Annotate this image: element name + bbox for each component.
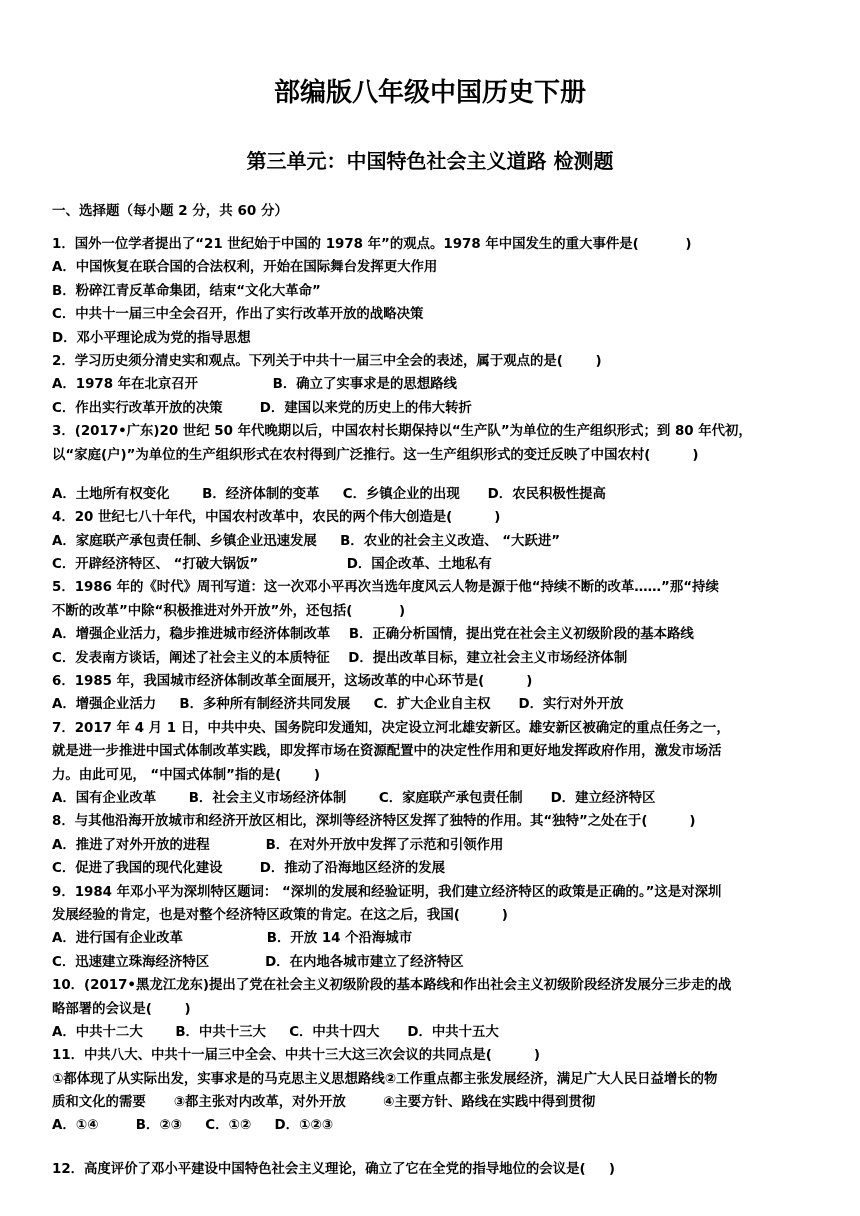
question-line: 3．(2017•广东)20 世纪 50 年代晚期以后，中国农村长期保持以“生产队”为单位的生产组织形式；到 80 年代初， xyxy=(52,424,752,440)
question-line: A．中国恢复在联合国的合法权利，开始在国际舞台发挥更大作用 xyxy=(52,260,438,276)
question-line: 力。由此可见， “中国式体制”指的是( ) xyxy=(52,767,320,783)
question-line: 1．国外一位学者提出了“21 世纪始于中国的 1978 年”的观点。1978 年中国发生的重大事件是( ) xyxy=(52,237,692,252)
question-line: 略部署的会议是( ) xyxy=(52,1001,191,1017)
question-line: A．推进了对外开放的进程 B．在对外开放中发挥了示范和引领作用 xyxy=(52,837,504,853)
question-line: 6．1985 年，我国城市经济体制改革全面展开，这场改革的中心环节是( ) xyxy=(52,674,533,690)
question-block xyxy=(52,1158,812,1181)
question-line: 7．2017 年 4 月 1 日，中共中央、国务院印发通知，决定设立河北雄安新区。雄安新区被确定的重点任务之一， xyxy=(52,720,730,736)
question-line: B．粉碎江青反革命集团，结束“文化大革命” xyxy=(52,283,321,299)
question-line: A．1978 年在北京召开 B．确立了实事求是的思想路线 xyxy=(52,377,457,393)
spacer xyxy=(52,1138,812,1158)
question-line: 不断的改革”中除“积极推进对外开放”外，还包括( ) xyxy=(52,603,406,619)
question-line: C．促进了我国的现代化建设 D．推动了沿海地区经济的发展 xyxy=(52,861,446,877)
question-line: 4．20 世纪七八十年代，中国农村改革中，农民的两个伟大创造是( ) xyxy=(52,510,501,526)
question-line: 12．高度评价了邓小平建设中国特色社会主义理论，确立了它在全党的指导地位的会议是( ) xyxy=(52,1161,616,1177)
question-line: ①都体现了从实际出发，实事求是的马克思主义思想路线②工作重点都主张发展经济，满足广大人民日益增长的物 xyxy=(52,1071,718,1087)
question-line: 2．学习历史须分清史实和观点。下列关于中共十一届三中全会的表述，属于观点的是( ) xyxy=(52,353,602,369)
question-line: A．增强企业活力 B．多种所有制经济共同发展 C．扩大企业自主权 D．实行对外开放 xyxy=(52,697,624,713)
question-block xyxy=(52,810,812,880)
question-block xyxy=(52,974,812,1044)
spacer xyxy=(52,467,812,483)
question-line: A．进行国有企业改革 B．开放 14 个沿海城市 xyxy=(52,931,413,947)
question-line: C．开辟经济特区、 “打破大锅饭” D．国企改革、土地私有 xyxy=(52,557,492,573)
question-block xyxy=(52,1044,812,1138)
question-line: 发展经验的肯定，也是对整个经济特区政策的肯定。在这之后，我国( ) xyxy=(52,907,508,923)
question-line: C．作出实行改革开放的决策 D．建国以来党的历史上的伟大转折 xyxy=(52,400,472,416)
question-line: D．邓小平理论成为党的指导思想 xyxy=(52,330,251,346)
question-block xyxy=(52,233,812,350)
question-line: A．中共十二大 B．中共十三大 C．中共十四大 D．中共十五大 xyxy=(52,1024,499,1040)
section-heading: 一、选择题（每小题 2 分，共 60 分） xyxy=(52,203,288,219)
question-block xyxy=(52,350,812,420)
question-line: C．迅速建立珠海经济特区 D．在内地各城市建立了经济特区 xyxy=(52,954,464,970)
question-line: 质和文化的需要 ③都主张对内改革，对外开放 ④主要方针、路线在实践中得到贯彻 xyxy=(52,1095,596,1111)
question-block xyxy=(52,420,812,467)
question-list xyxy=(52,233,812,1181)
question-line: A．①④ B．②③ C．①② D．①②③ xyxy=(52,1118,334,1134)
question-block xyxy=(52,506,812,576)
question-line: 9．1984 年邓小平为深圳特区题词： “深圳的发展和经验证明，我们建立经济特区的政策是正确的。”这是对深圳 xyxy=(52,884,722,900)
question-block xyxy=(52,670,812,717)
question-block xyxy=(52,576,812,670)
document-title: 部编版八年级中国历史下册 xyxy=(273,78,586,108)
question-line: A．增强企业活力，稳步推进城市经济体制改革 B．正确分析国情，提出党在社会主义初级阶段的基本路线 xyxy=(52,627,694,643)
question-line: 10．(2017•黑龙江龙东)提出了党在社会主义初级阶段的基本路线和作出社会主义初级阶段经济发展分三步走的战 xyxy=(52,978,732,994)
question-line: A．家庭联产承包责任制、乡镇企业迅速发展 B．农业的社会主义改造、 “大跃进” xyxy=(52,533,561,549)
question-line: C．发表南方谈话，阐述了社会主义的本质特征 D．提出改革目标，建立社会主义市场经济体制 xyxy=(52,650,628,666)
question-line: 5．1986 年的《时代》周刊写道：这一次邓小平再次当选年度风云人物是源于他“持续不断的改革……”那“持续 xyxy=(52,580,719,596)
question-line: 就是进一步推进中国式体制改革实践，即发挥市场在资源配置中的决定性作用和更好地发挥政府作用，激发市场活 xyxy=(52,744,722,760)
question-line: A．国有企业改革 B．社会主义市场经济体制 C．家庭联产承包责任制 D．建立经济特区 xyxy=(52,790,656,806)
question-line: 8．与其他沿海开放城市和经济开放区相比，深圳等经济特区发挥了独特的作用。其“独特”之处在于( ) xyxy=(52,814,696,830)
question-line: A．土地所有权变化 B．经济体制的变革 C．乡镇企业的出现 D．农民积极性提高 xyxy=(52,486,606,502)
question-block xyxy=(52,717,812,811)
question-line: 11．中共八大、中共十一届三中全会、中共十三大这三次会议的共同点是( ) xyxy=(52,1048,540,1064)
question-block xyxy=(52,483,812,506)
document-subtitle: 第三单元：中国特色社会主义道路 检测题 xyxy=(246,149,614,173)
question-block xyxy=(52,881,812,975)
question-line: 以“家庭(户)”为单位的生产组织形式在农村得到广泛推行。这一生产组织形式的变迁反映了中国农村( ) xyxy=(52,447,699,463)
question-line: C．中共十一届三中全会召开，作出了实行改革开放的战略决策 xyxy=(52,307,424,323)
